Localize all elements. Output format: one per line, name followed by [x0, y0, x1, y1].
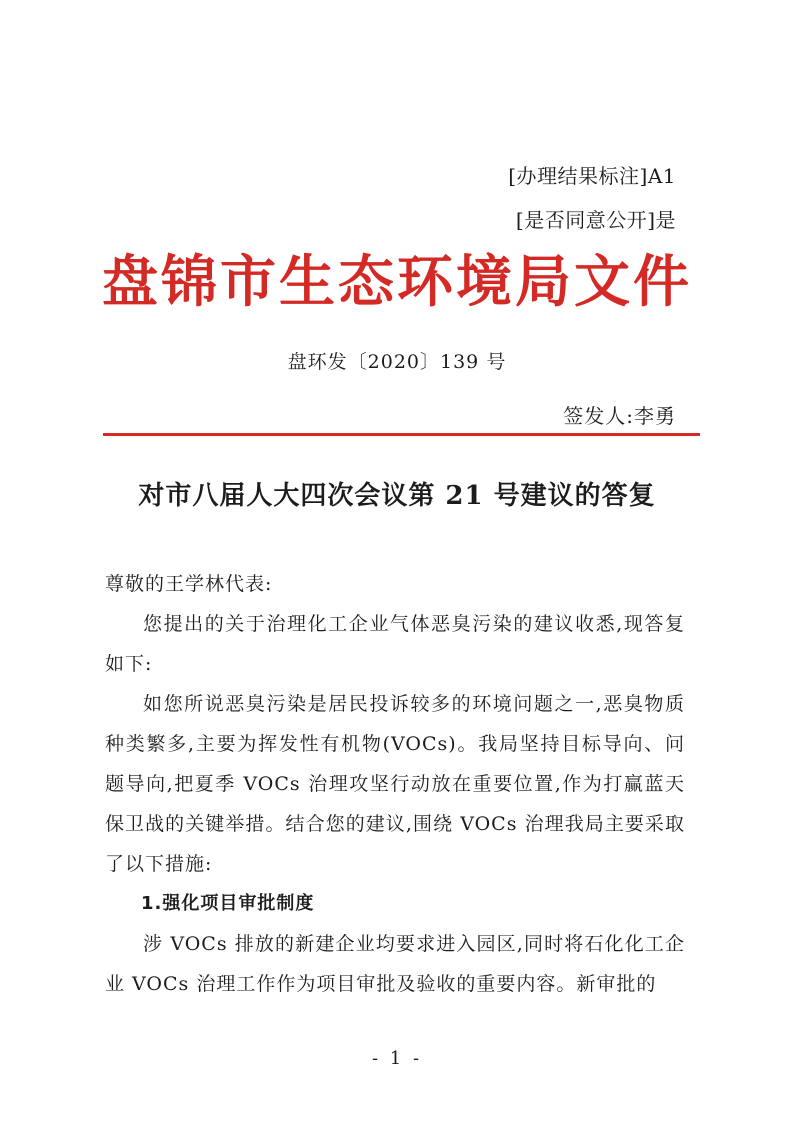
signer: 签发人:李勇: [563, 404, 676, 428]
result-annotation: [办理结果标注]A1: [508, 164, 676, 188]
document-title: 对市八届人大四次会议第 21 号建议的答复: [138, 481, 656, 511]
salutation: 尊敬的王学林代表:: [105, 573, 273, 595]
issuer-header-title: 盘锦市生态环境局文件: [102, 250, 692, 315]
page-number: - 1 -: [371, 1048, 423, 1069]
public-consent-annotation: [是否同意公开]是: [515, 208, 676, 232]
red-divider-line: [103, 433, 700, 436]
document-body: [105, 564, 685, 1004]
document-number: 盘环发〔2020〕139 号: [287, 351, 507, 373]
body-paragraph: 如您所说恶臭污染是居民投诉较多的环境问题之一,恶臭物质种类繁多,主要为挥发性有机物(VOCs)。我局坚持目标导向、问题导向,把夏季 VOCs 治理攻坚行动放在重要位置,作为打赢蓝天保卫战的关键举措。结合您的建议,围绕 VOCs 治理我局主要采取了以下措施:: [105, 693, 685, 875]
body-paragraph: 您提出的关于治理化工企业气体恶臭污染的建议收悉,现答复如下:: [105, 613, 685, 675]
section-heading: 1.强化项目审批制度: [141, 893, 315, 914]
body-paragraph: 涉 VOCs 排放的新建企业均要求进入园区,同时将石化化工企业 VOCs 治理工作作为项目审批及验收的重要内容。新审批的: [105, 933, 685, 995]
